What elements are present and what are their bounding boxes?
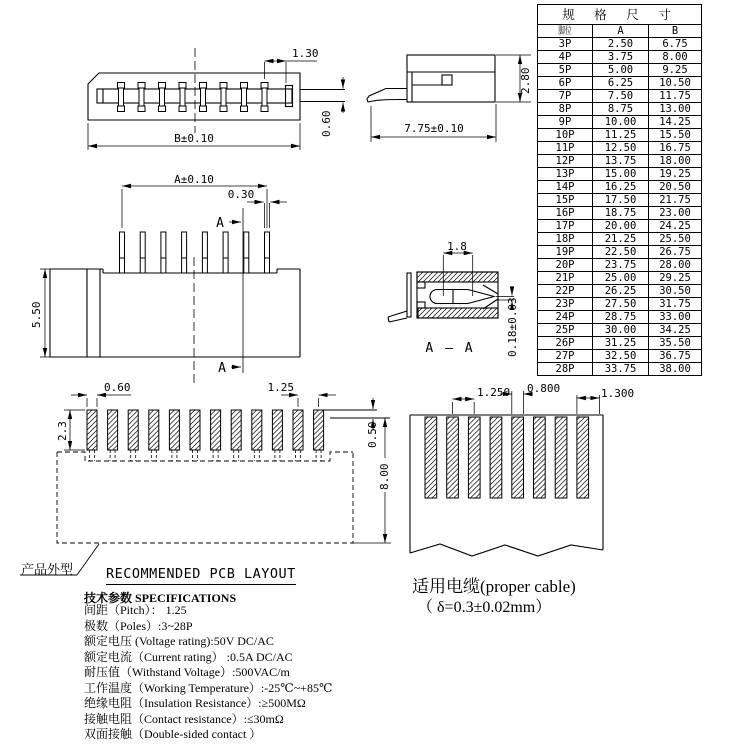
table-row [538,181,702,194]
table-cell: 16P [538,207,593,220]
col-header-pins [538,25,593,38]
front-view-dimensions [40,186,287,367]
dim-cable-pitch-label: 1.250 [477,386,511,399]
table-cell: 20.00 [593,220,649,233]
dim-thickness-label: 0.60 [320,110,333,137]
dim-depth-label: 8.00 [378,463,391,490]
spec-line: 额定电流（Current rating） :0.5A DC/AC [84,649,293,664]
pcb-layout [20,381,391,575]
top-view [88,47,345,150]
table-cell: 18.75 [593,207,649,220]
col-header-b: B [649,25,702,38]
table-row [538,142,702,155]
table-cell: 36.75 [649,350,702,363]
table-cell: 9.25 [649,64,702,77]
table-cell: 25.00 [593,272,649,285]
table-row [538,103,702,116]
side-view-body [407,55,495,102]
dim-slot-label: 1.8 [447,240,467,253]
table-cell: 23.00 [649,207,702,220]
table-cell: 15P [538,194,593,207]
table-cell: 25.50 [649,233,702,246]
table-cell: 8P [538,103,593,116]
front-view-body [50,269,300,357]
top-view-dimensions [88,61,343,150]
solder-tab [367,89,407,103]
table-cell: 14P [538,181,593,194]
table-row [538,155,702,168]
specifications-heading: 技术参数 SPECIFICATIONS [84,591,237,605]
table-cell: 20.50 [649,181,702,194]
table-cell: 16.25 [593,181,649,194]
table-row [538,116,702,129]
dim-lead-label: 1.30 [292,47,319,60]
cable-outline [410,415,603,553]
table-cell: 17P [538,220,593,233]
table-cell: 24P [538,311,593,324]
table-row [538,337,702,350]
spec-line: 耐压值（Withstand Voltage）:500VAC/m [84,665,290,679]
table-row [538,272,702,285]
side-view [367,55,532,142]
pcb-layout-title: RECOMMENDED PCB LAYOUT [106,566,296,585]
dim-gap-label: 0.18±0.03 [506,297,519,357]
specifications-list [84,603,332,743]
table-cell: 24.25 [649,220,702,233]
table-row [538,298,702,311]
table-cell: 11P [538,142,593,155]
table-cell: 5P [538,64,593,77]
table-cell: 35.50 [649,337,702,350]
cable-lines [300,90,345,102]
dim-span-label: A±0.10 [174,173,214,186]
table-cell: 28.00 [649,259,702,272]
table-row [538,168,702,181]
table-cell: 26.75 [649,246,702,259]
table-cell: 9P [538,116,593,129]
table-cell: 4P [538,51,593,64]
table-cell: 5.00 [593,64,649,77]
table-cell: 21P [538,272,593,285]
dim-conductor-label: 0.800 [527,382,561,395]
table-cell: 13P [538,168,593,181]
table-cell: 33.00 [649,311,702,324]
table-row [538,233,702,246]
spec-table-title-row [538,5,702,25]
table-cell: 7P [538,90,593,103]
table-cell: 28P [538,363,593,376]
table-cell: 16.75 [649,142,702,155]
table-cell: 17.50 [593,194,649,207]
table-cell: 31.25 [593,337,649,350]
table-cell: 6P [538,77,593,90]
section-label: A — A [425,341,475,356]
table-cell: 34.25 [649,324,702,337]
table-cell: 27P [538,350,593,363]
dim-pad-w-label: 0.60 [104,381,131,394]
dim-pitch-label: 1.25 [267,381,294,394]
dim-pin-label: 0.30 [227,188,255,201]
table-cell: 38.00 [649,363,702,376]
table-row [538,194,702,207]
table-cell: 26P [538,337,593,350]
dim-height-label: 2.80 [519,67,532,94]
table-cell: 19.25 [649,168,702,181]
table-row [538,51,702,64]
table-row [538,77,702,90]
table-row [538,311,702,324]
product-outline-label: 产品外型 [21,562,74,577]
table-cell: 15.50 [649,129,702,142]
spec-line: 绝缘电阻（Insulation Resistance）:≥500MΩ [84,696,306,710]
table-cell: 18P [538,233,593,246]
pcb-outline [57,452,353,543]
table-cell: 6.25 [593,77,649,90]
spec-line: 额定电压 (Voltage rating):50V DC/AC [84,634,274,648]
dim-pad-h-label: 2.3 [56,421,69,441]
spec-line: 间距（Pitch）： 1.25 [84,603,187,617]
table-cell: 19P [538,246,593,259]
spec-table-body [538,38,702,376]
table-row [538,129,702,142]
cable-torn-edge [410,544,603,556]
table-cell: 30.00 [593,324,649,337]
section-view [388,240,519,357]
cable-tolerance: （ δ=0.3±0.02mm） [417,599,552,616]
table-cell: 2.50 [593,38,649,51]
table-cell: 33.75 [593,363,649,376]
table-row [538,90,702,103]
table-cell: 13.75 [593,155,649,168]
table-row [538,220,702,233]
table-cell: 7.50 [593,90,649,103]
table-cell: 14.25 [649,116,702,129]
col-header-pins-label: 脚位 [558,25,572,37]
table-cell: 10.00 [593,116,649,129]
cable-caption: 适用电缆(proper cable) [412,577,576,596]
dim-width-label: B±0.10 [174,132,214,145]
table-cell: 22P [538,285,593,298]
spec-line: 极数（Poles）:3~28P [84,618,193,633]
spec-table-title: 规 格 尺 寸 [538,5,702,25]
table-cell: 27.50 [593,298,649,311]
table-cell: 31.75 [649,298,702,311]
table-row [538,363,702,376]
table-cell: 15.00 [593,168,649,181]
dim-offset-label: 0.50 [366,421,379,448]
table-cell: 13.00 [649,103,702,116]
dim-margin-label: 1.300 [601,387,635,400]
table-row [538,64,702,77]
table-row [538,38,702,51]
table-cell: 3.75 [593,51,649,64]
table-cell: 20P [538,259,593,272]
spec-table-header-row [538,25,702,38]
table-cell: 30.50 [649,285,702,298]
table-cell: 12P [538,155,593,168]
table-cell: 12.50 [593,142,649,155]
table-cell: 18.00 [649,155,702,168]
table-cell: 3P [538,38,593,51]
table-cell: 21.25 [593,233,649,246]
cable-view [410,382,634,556]
section-marker-top: A [216,216,226,231]
table-row [538,246,702,259]
table-cell: 29.25 [649,272,702,285]
table-cell: 10.50 [649,77,702,90]
table-row [538,285,702,298]
table-cell: 6.75 [649,38,702,51]
table-cell: 28.75 [593,311,649,324]
dim-height-label: 5.50 [30,301,43,328]
section-marker-bottom: A [218,361,228,376]
table-cell: 23.75 [593,259,649,272]
table-cell: 21.75 [649,194,702,207]
front-view [30,173,300,385]
table-cell: 23P [538,298,593,311]
cable-dimensions [453,391,600,414]
cable-tail [388,311,407,322]
table-cell: 22.50 [593,246,649,259]
table-cell: 8.75 [593,103,649,116]
dim-depth-label: 7.75±0.10 [404,122,464,135]
table-cell: 32.50 [593,350,649,363]
table-cell: 26.25 [593,285,649,298]
table-cell: 10P [538,129,593,142]
spec-line: 工作温度（Working Temperature）:-25℃~+85℃ [84,680,333,695]
table-cell: 11.75 [649,90,702,103]
spec-table [537,4,702,376]
table-cell: 11.25 [593,129,649,142]
spec-line: 双面接触（Double-sided contact ） [84,727,262,741]
table-row [538,207,702,220]
col-header-a: A [593,25,649,38]
spec-line: 接触电阻（Contact resistance）:≤30mΩ [84,711,284,726]
table-row [538,350,702,363]
table-cell: 8.00 [649,51,702,64]
contact-tongue [430,290,494,304]
table-row [538,259,702,272]
table-cell: 25P [538,324,593,337]
table-row [538,324,702,337]
